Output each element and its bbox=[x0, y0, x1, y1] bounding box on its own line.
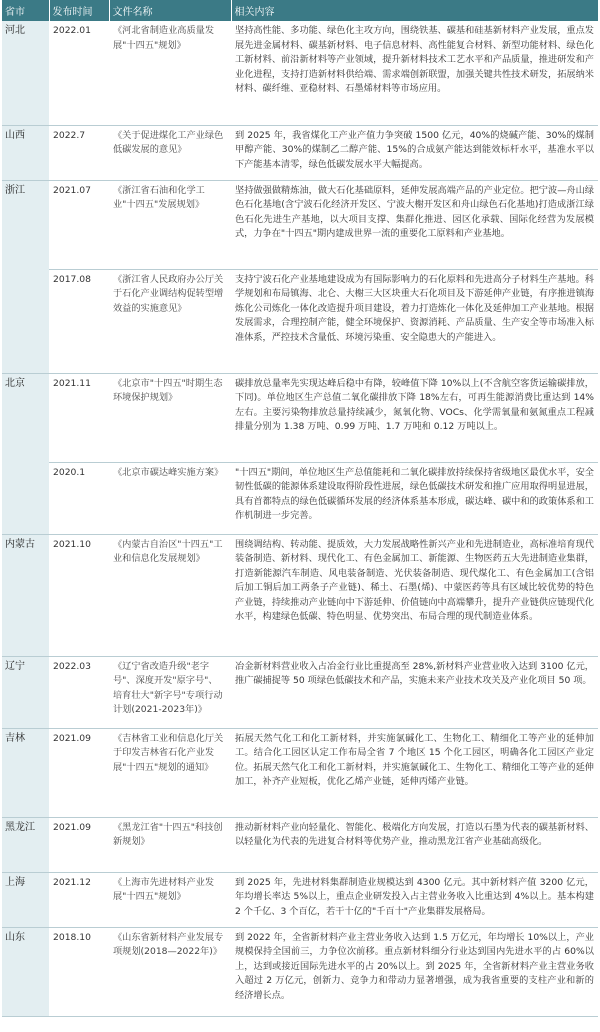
table-row bbox=[2, 180, 598, 269]
province-cell: 山西 bbox=[2, 125, 49, 180]
doc-cell: 《浙江省石油和化学工业"十四五"发展规划》 bbox=[109, 180, 231, 269]
date-cell: 2020.1 bbox=[49, 462, 109, 534]
date-cell: 2021.09 bbox=[49, 817, 109, 872]
content-cell: 推动新材料产业向轻量化、智能化、极端化方向发展，打造以石墨为代表的碳基新材料、以轻量化为代表的先进复合材料等优势产业，推动黑龙江省产业基础高级化。 bbox=[231, 817, 598, 872]
date-cell: 2018.10 bbox=[49, 927, 109, 1016]
table-row bbox=[2, 872, 598, 927]
date-cell: 2021.11 bbox=[49, 373, 109, 462]
province-cell: 北京 bbox=[2, 373, 49, 534]
content-cell: 到 2025 年，我省煤化工产业产值力争突破 1500 亿元，40%的烧碱产能、30%的煤制甲醇产能、30%的煤制乙二醇产能、15%的合成氨产能达到能效标杆水平，基准水平以下产能基本清零，绿色低碳发展水平大幅提高。 bbox=[231, 125, 598, 180]
doc-cell: 《吉林省工业和信息化厅关于印发吉林省石化产业发展"十四五"规划的通知》 bbox=[109, 728, 231, 817]
province-cell: 内蒙古 bbox=[2, 534, 49, 656]
table-row bbox=[2, 373, 598, 462]
province-cell: 河北 bbox=[2, 21, 49, 125]
province-cell: 吉林 bbox=[2, 728, 49, 817]
content-cell: 冶金新材料营业收入占冶金行业比重提高至 28%,新材料产业营业收入达到 3100 亿元，推广碳捕捉等 50 项绿色低碳技术和产品，实施未来产业技术攻关及产业化项目 50 项。 bbox=[231, 656, 598, 728]
date-cell: 2021.09 bbox=[49, 728, 109, 817]
header-content: 相关内容 bbox=[231, 0, 598, 21]
date-cell: 2021.12 bbox=[49, 872, 109, 927]
doc-cell: 《山东省新材料产业发展专项规划(2018—2022年)》 bbox=[109, 927, 231, 1016]
province-cell: 山东 bbox=[2, 927, 49, 1016]
content-cell: 坚持做强做精炼油，做大石化基础原料，延伸发展高端产品的产业定位。把宁波—舟山绿色石化基地(含宁波石化经济开发区、宁波大榭开发区和舟山绿色石化基地)打造成浙江绿色石化先进生产基地，以大项目支撑、集群化推进、园区化承载、国际化经营为发展模式，力争在"十四五"期内建成世界一流的重要化工原料和产业基地。 bbox=[231, 180, 598, 269]
table-row bbox=[2, 817, 598, 872]
doc-cell: 《辽宁省改造升级"老字号"、深度开发"原字号"、培育壮大"新字号"专项行动计划(2021-2023年)》 bbox=[109, 656, 231, 728]
content-cell: 围绕调结构、转动能、提质效，大力发展战略性新兴产业和先进制造业，高标准培育现代装备制造、新材料、现代化工、有色金属加工、新能源、生物医药五大先进制造业集群，打造新能源汽车制造、风电装备制造、光伏装备制造、现代煤化工、有色金属加工(含铝后加工铜后加工两条子产业链)、稀土、石墨(烯)、中蒙医药等具有区域比较优势的特色产业链，持续推动产业链向中下游延伸、价值链向中高端攀升，提升产业链供应链现代化水平，构建绿色低碳、特色明显、优势突出、布局合理的现代制造业体系。 bbox=[231, 534, 598, 656]
doc-cell: 《内蒙古自治区"十四五"工业和信息化发展规划》 bbox=[109, 534, 231, 656]
date-cell: 2017.08 bbox=[49, 269, 109, 373]
header-province: 省市 bbox=[2, 0, 49, 21]
doc-cell: 《黑龙江省"十四五"科技创新规划》 bbox=[109, 817, 231, 872]
province-cell: 辽宁 bbox=[2, 656, 49, 728]
doc-cell: 《北京市碳达峰实施方案》 bbox=[109, 462, 231, 534]
table-header bbox=[2, 0, 598, 21]
doc-cell: 《浙江省人民政府办公厅关于石化产业调结构促转型增效益的实施意见》 bbox=[109, 269, 231, 373]
table-row bbox=[2, 534, 598, 656]
table-row bbox=[2, 269, 598, 373]
date-cell: 2021.07 bbox=[49, 180, 109, 269]
doc-cell: 《上海市先进材料产业发展"十四五"规划》 bbox=[109, 872, 231, 927]
doc-cell: 《关于促进煤化工产业绿色低碳发展的意见》 bbox=[109, 125, 231, 180]
table-row bbox=[2, 125, 598, 180]
date-cell: 2021.10 bbox=[49, 534, 109, 656]
province-cell: 浙江 bbox=[2, 180, 49, 373]
date-cell: 2022.7 bbox=[49, 125, 109, 180]
doc-cell: 《河北省制造业高质量发展"十四五"规划》 bbox=[109, 21, 231, 125]
date-cell: 2022.01 bbox=[49, 21, 109, 125]
date-cell: 2022.03 bbox=[49, 656, 109, 728]
content-cell: 到 2025 年，先进材料集群制造业规模达到 4300 亿元。其中新材料产值 3200 亿元，年均增长率达 5%以上，重点企业研发投入占主营业务收入比重达到 4%以上。基本构建 2 个千亿、3 个百亿，若干十亿的"千百十"产业集群发展格局。 bbox=[231, 872, 598, 927]
table-row bbox=[2, 728, 598, 817]
table-row bbox=[2, 462, 598, 534]
province-cell: 上海 bbox=[2, 872, 49, 927]
doc-cell: 《北京市"十四五"时期生态环境保护规划》 bbox=[109, 373, 231, 462]
policy-table bbox=[2, 0, 599, 1017]
content-cell: 支持宁波石化产业基地建设成为有国际影响力的石化原料和先进高分子材料生产基地。科学规划和布局镇海、北仑、大榭三大区块重大石化项目及下游延伸产业链，有序推进镇海炼化公司炼化一体化改造提升项目建设，着力打造炼化一体化及延伸加工产业基地。根据发展需求，合理控制产能，健全环境保护、资源消耗、产品质量、生产安全等市场准入标准体系，严控技术含量低、环境污染重、安全隐患大的产能进入。 bbox=[231, 269, 598, 373]
province-cell: 黑龙江 bbox=[2, 817, 49, 872]
content-cell: 拓展天然气化工和化工新材料，并实施氯碱化工、生物化工、精细化工等产业的延伸加工。结合化工园区认定工作布局全省 7 个地区 15 个化工园区，明确各化工园区产业定位。拓展天然气化工和化工新材料，并实施氯碱化工、生物化工、精细化工等产业的延伸加工，补齐产业短板，优化乙烯产业链，延伸丙烯产业链。 bbox=[231, 728, 598, 817]
content-cell: "十四五"期间，单位地区生产总值能耗和二氧化碳排放持续保持省级地区最优水平，安全韧性低碳的能源体系建设取得阶段性进展，绿色低碳技术研发和推广应用取得明显进展，具有首都特点的绿色低碳循环发展的经济体系基本形成，碳达峰、碳中和的政策体系和工作机制进一步完善。 bbox=[231, 462, 598, 534]
table-row bbox=[2, 656, 598, 728]
header-date: 发布时间 bbox=[49, 0, 109, 21]
header-doc: 文件名称 bbox=[109, 0, 231, 21]
content-cell: 到 2022 年，全省新材料产业主营业务收入达到 1.5 万亿元，年均增长 10%以上，产业规模保持全国前三，力争位次前移。重点新材料细分行业达到国内先进水平的占 60%以上，达到或接近国际先进水平的占 20%以上。到 2025 年，全省新材料产业主营业务收入超过 2 万亿元，创新力、竞争力和带动力显著增强，成为我省重要的支柱产业和新的经济增长点。 bbox=[231, 927, 598, 1016]
content-cell: 坚持高性能、多功能、绿色化主攻方向，围绕铁基、碳基和硅基新材料产业发展，重点发展先进金属材料、碳基新材料、电子信息材料、高性能复合材料、新型功能材料、绿色化工新材料、前沿新材料等产业领域，提升新材料技术工艺水平和产品质量，推进研发和产业化进程，支持打造新材料供给端、需求端创新联盟，加强关键共性技术研发，拓展纳米材料、碳纤维、亚稳材料、石墨烯材料等市场应用。 bbox=[231, 21, 598, 125]
table-row bbox=[2, 927, 598, 1016]
table-row bbox=[2, 21, 598, 125]
content-cell: 碳排放总量率先实现达峰后稳中有降，较峰值下降 10%以上(不含航空客货运输碳排放，下同)。单位地区生产总值二氧化碳排放下降 18%左右，可再生能源消费比重达到 14%左右。主要污染物排放总量持续减少，氮氧化物、VOCs、化学需氧量和氨氮重点工程减排量分别为 1.38 万吨、0.99 万吨、1.7 万吨和 0.12 万吨以上。 bbox=[231, 373, 598, 462]
